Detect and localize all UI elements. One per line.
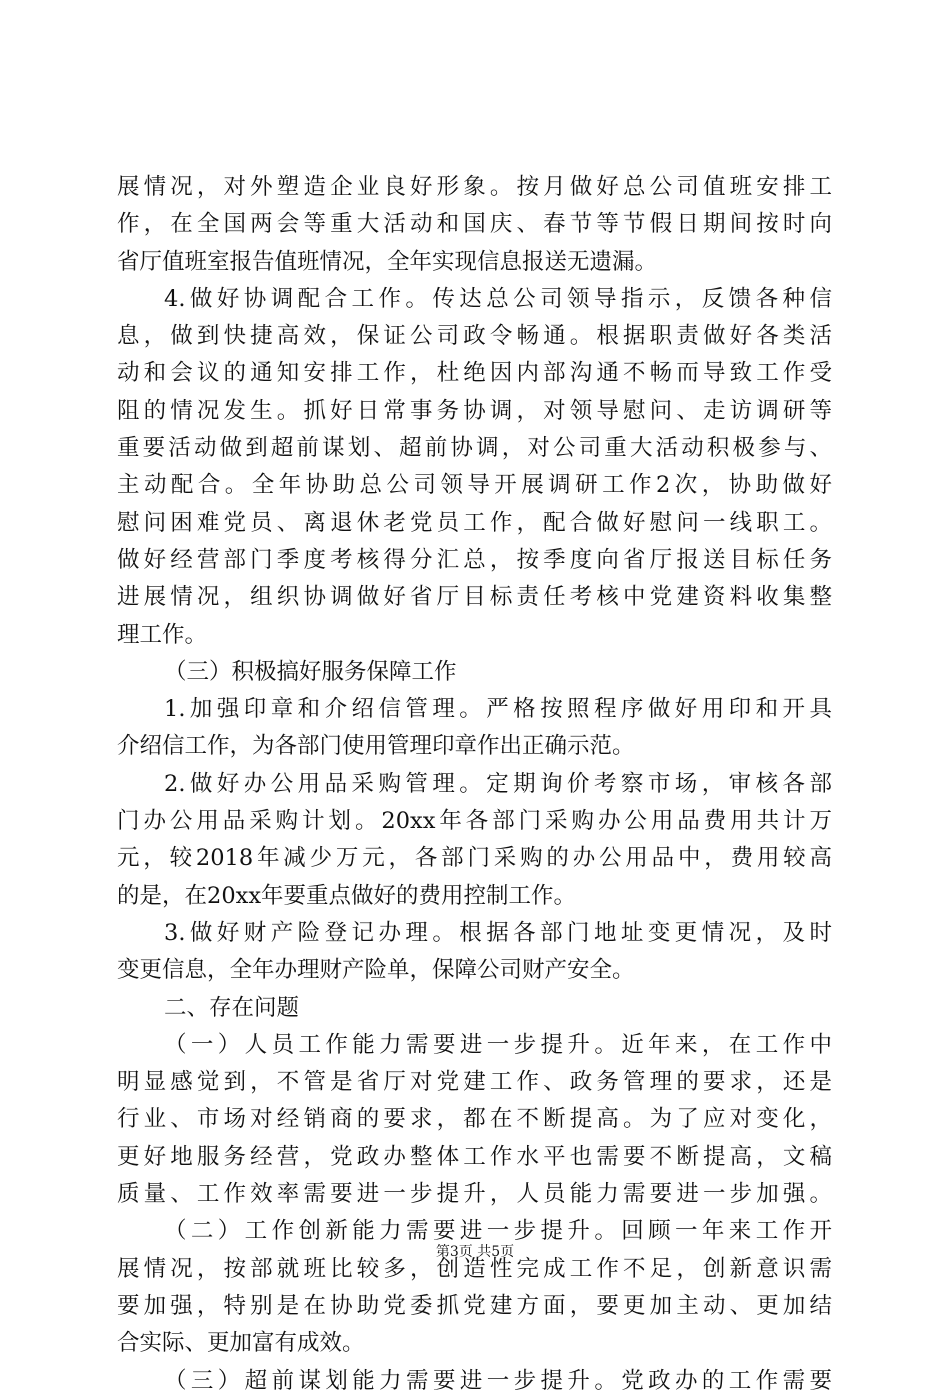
text-line: 更好地服务经营，党政办整体工作水平也需要不断提高，文稿 [117, 1143, 832, 1170]
page-footer: 第3页 共5页 [435, 1244, 515, 1260]
text-line: 二、存在问题 [164, 994, 300, 1021]
text-line: 变更信息，全年办理财产险单，保障公司财产安全。 [117, 957, 635, 984]
text-line: 展情况，按部就班比较多，创造性完成工作不足，创新意识需 [117, 1255, 832, 1282]
text-line: 慰问困难党员、离退休老党员工作，配合做好慰问一线职工。 [117, 509, 832, 536]
text-line: 息，做到快捷高效，保证公司政令畅通。根据职责做好各类活 [117, 323, 832, 350]
text-line: 质量、工作效率需要进一步提升，人员能力需要进一步加强。 [117, 1181, 832, 1208]
text-line: （一）人员工作能力需要进一步提升。近年来，在工作中 [164, 1031, 832, 1058]
text-line: 省厅值班室报告值班情况，全年实现信息报送无遗漏。 [117, 248, 658, 275]
document-body [117, 169, 832, 1400]
text-line: 进展情况，组织协调做好省厅目标责任考核中党建资料收集整 [117, 584, 832, 611]
text-line: 合实际、更加富有成效。 [117, 1330, 365, 1357]
text-line: 重要活动做到超前谋划、超前协调，对公司重大活动积极参与、 [117, 435, 832, 462]
text-line: 4.做好协调配合工作。传达总公司领导指示，反馈各种信 [164, 285, 832, 312]
text-line: 展情况，对外塑造企业良好形象。按月做好总公司值班安排工 [117, 174, 832, 200]
text-line: （二）工作创新能力需要进一步提升。回顾一年来工作开 [164, 1218, 832, 1245]
text-line: 2.做好办公用品采购管理。定期询价考察市场，审核各部 [164, 770, 832, 797]
text-line: 行业、市场对经销商的要求，都在不断提高。为了应对变化， [117, 1106, 832, 1133]
text-line: 元，较2018年减少万元，各部门采购的办公用品中，费用较高 [117, 845, 832, 872]
text-line: （三）积极搞好服务保障工作 [164, 658, 457, 685]
text-line: 做好经营部门季度考核得分汇总，按季度向省厅报送目标任务 [117, 546, 832, 573]
text-line: 阻的情况发生。抓好日常事务协调，对领导慰问、走访调研等 [117, 397, 832, 424]
text-line: 理工作。 [117, 621, 208, 648]
text-line: 明显感觉到，不管是省厅对党建工作、政务管理的要求，还是 [117, 1069, 832, 1096]
text-line: 3.做好财产险登记办理。根据各部门地址变更情况，及时 [164, 919, 832, 946]
text-line: 门办公用品采购计划。20xx年各部门采购办公用品费用共计万 [117, 808, 832, 835]
text-line: 主动配合。全年协助总公司领导开展调研工作2次，协助做好 [117, 472, 832, 499]
text-line: 作，在全国两会等重大活动和国庆、春节等节假日期间按时向 [117, 211, 832, 238]
text-line: 要加强，特别是在协助党委抓党建方面，要更加主动、更加结 [117, 1292, 832, 1319]
text-line: 动和会议的通知安排工作，杜绝因内部沟通不畅而导致工作受 [117, 360, 832, 387]
text-line: 介绍信工作，为各部门使用管理印章作出正确示范。 [117, 733, 635, 760]
text-line: 的是，在20xx年要重点做好的费用控制工作。 [117, 882, 577, 909]
text-line: 1.加强印章和介绍信管理。严格按照程序做好用印和开具 [164, 696, 832, 723]
text-line: （三）超前谋划能力需要进一步提升。党政办的工作需要 [164, 1367, 832, 1394]
